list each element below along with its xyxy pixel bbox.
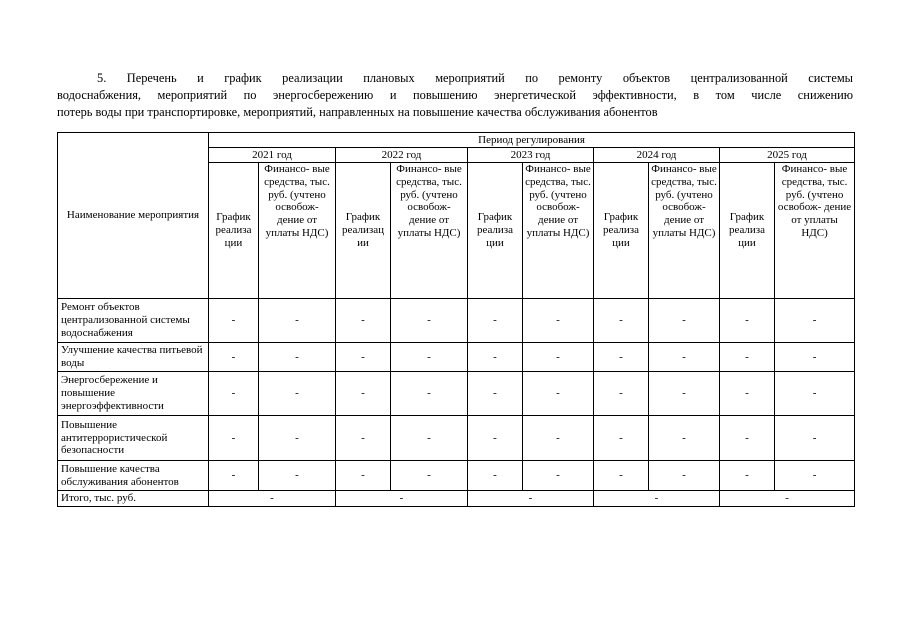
totals-row [58,491,855,507]
cell-value: - [720,299,775,343]
cell-value: - [720,461,775,491]
cell-value: - [336,416,391,461]
year-header-2024: 2024 год [594,148,720,163]
heading-line-1: 5. Перечень и график реализации плановых мероприятий по ремонту объектов централизованной системы [97,71,853,85]
cell-value: - [649,461,720,491]
total-label: Итого, тыс. руб. [58,491,209,507]
cell-value: - [468,416,523,461]
cell-value: - [391,461,468,491]
section-heading [57,70,853,121]
table-row [58,343,855,372]
cell-value: - [649,416,720,461]
cell-value: - [523,416,594,461]
cell-value: - [720,416,775,461]
cell-value: - [594,372,649,416]
cell-value: - [775,461,855,491]
total-2022: - [336,491,468,507]
year-header-2025: 2025 год [720,148,855,163]
cell-value: - [775,343,855,372]
schedule-header-2024: График реализа ции [594,163,649,299]
table-row [58,299,855,343]
cell-value: - [259,299,336,343]
cell-value: - [523,299,594,343]
cell-value: - [720,372,775,416]
cell-value: - [523,372,594,416]
row-name: Повышение антитеррористической безопасности [58,416,209,461]
cell-value: - [649,299,720,343]
heading-line-2: водоснабжения, мероприятий по энергосбережению и повышению энергетической эффективности, в том числе снижению [57,88,853,102]
finance-header-2024: Финансо- вые средства, тыс. руб. (учтено освобож- дение от уплаты НДС) [649,163,720,299]
year-header-2023: 2023 год [468,148,594,163]
cell-value: - [468,461,523,491]
cell-value: - [391,416,468,461]
cell-value: - [594,299,649,343]
activities-table [57,132,855,507]
total-2024: - [594,491,720,507]
cell-value: - [209,299,259,343]
total-2025: - [720,491,855,507]
cell-value: - [775,372,855,416]
row-name: Энергосбережение и повышение энергоэффективности [58,372,209,416]
row-name: Ремонт объектов централизованной системы водоснабжения [58,299,209,343]
cell-value: - [259,416,336,461]
cell-value: - [209,372,259,416]
heading-line-3: потерь воды при транспортировке, мероприятий, направленных на повышение качества обслуживания абонентов [57,105,658,119]
year-header-2022: 2022 год [336,148,468,163]
row-name: Улучшение качества питьевой воды [58,343,209,372]
schedule-header-2022: График реализац ии [336,163,391,299]
cell-value: - [649,343,720,372]
cell-value: - [523,343,594,372]
name-column-header: Наименование мероприятия [58,133,209,299]
table-row [58,372,855,416]
table-row [58,416,855,461]
finance-header-2023: Финансо- вые средства, тыс. руб. (учтено освобож- дение от уплаты НДС) [523,163,594,299]
total-2023: - [468,491,594,507]
cell-value: - [468,343,523,372]
schedule-header-2023: График реализа ции [468,163,523,299]
cell-value: - [391,299,468,343]
cell-value: - [259,343,336,372]
finance-header-2022: Финансо- вые средства, тыс. руб. (учтено освобож- дение от уплаты НДС) [391,163,468,299]
cell-value: - [209,416,259,461]
cell-value: - [594,416,649,461]
cell-value: - [468,299,523,343]
finance-header-2021: Финансо- вые средства, тыс. руб. (учтено освобож- дение от уплаты НДС) [259,163,336,299]
finance-header-2025: Финансо- вые средства, тыс. руб. (учтено освобож- дение от уплаты НДС) [775,163,855,299]
table-row [58,461,855,491]
cell-value: - [209,461,259,491]
schedule-header-2025: График реализа ции [720,163,775,299]
cell-value: - [594,343,649,372]
cell-value: - [209,343,259,372]
cell-value: - [468,372,523,416]
cell-value: - [775,416,855,461]
cell-value: - [775,299,855,343]
period-header: Период регулирования [209,133,855,148]
schedule-header-2021: График реализа ции [209,163,259,299]
cell-value: - [336,343,391,372]
cell-value: - [391,343,468,372]
cell-value: - [594,461,649,491]
cell-value: - [336,372,391,416]
cell-value: - [649,372,720,416]
cell-value: - [259,461,336,491]
cell-value: - [259,372,336,416]
cell-value: - [523,461,594,491]
row-name: Повышение качества обслуживания абонентов [58,461,209,491]
cell-value: - [336,461,391,491]
total-2021: - [209,491,336,507]
cell-value: - [391,372,468,416]
year-header-2021: 2021 год [209,148,336,163]
cell-value: - [336,299,391,343]
cell-value: - [720,343,775,372]
